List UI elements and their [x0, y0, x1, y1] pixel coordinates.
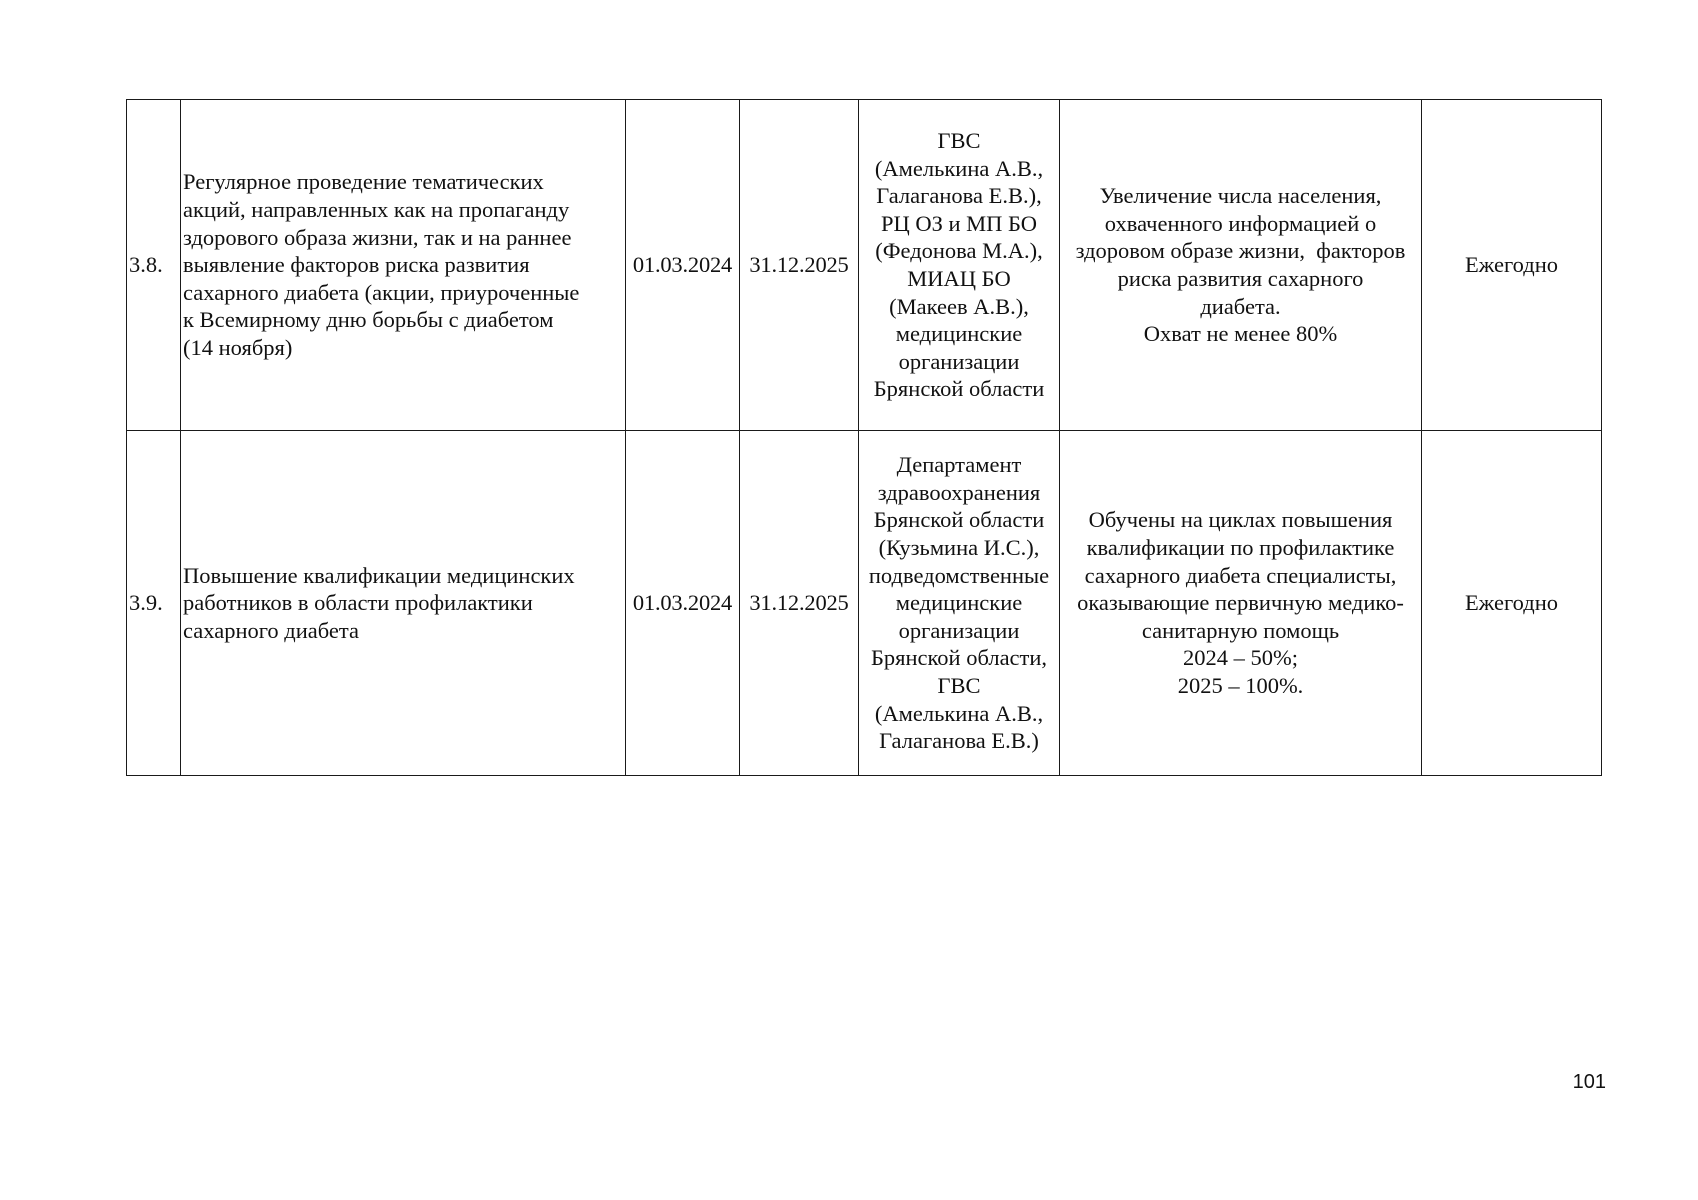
responsible-text-line: здравоохранения — [877, 479, 1041, 505]
activity-table — [126, 99, 1602, 776]
responsible-cell — [859, 431, 1060, 776]
result-text-line: Охват не менее 80% — [1143, 321, 1338, 347]
responsible-text-line: (Макеев А.В.), — [889, 293, 1029, 319]
event-text-line: акций, направленных как на пропаганду — [183, 197, 570, 223]
responsible-text-line: Галаганова Е.В.) — [879, 728, 1039, 754]
responsible-cell — [859, 100, 1060, 431]
event-text-line: сахарного диабета — [183, 617, 359, 643]
item-number-cell — [127, 100, 181, 431]
result-text-line: оказывающие первичную медико- — [1077, 590, 1404, 616]
responsible-text-line: (Амелькина А.В., — [874, 700, 1044, 726]
result-text-line: диабета. — [1200, 293, 1281, 319]
responsible-text-line: Департамент — [896, 452, 1022, 478]
event-text-line: здорового образа жизни, так и на раннее — [183, 224, 572, 250]
frequency-cell — [1422, 100, 1602, 431]
responsible-text-line: ГВС — [937, 128, 981, 154]
event-cell — [181, 431, 626, 776]
start-date: 01.03.2024 — [632, 252, 733, 278]
event-text-line: сахарного диабета (акции, приуроченные — [183, 279, 580, 305]
item-number: 3.9. — [129, 590, 163, 616]
result-text-line: сахарного диабета специалисты, — [1084, 562, 1397, 588]
event-text-line: (14 ноября) — [183, 334, 293, 360]
end-date-cell — [740, 100, 859, 431]
responsible-text-line: (Кузьмина И.С.), — [878, 535, 1040, 561]
start-date: 01.03.2024 — [632, 590, 733, 616]
end-date: 31.12.2025 — [749, 252, 849, 278]
responsible-text-line: Брянской области — [873, 507, 1045, 533]
item-number-cell — [127, 431, 181, 776]
page-number: 101 — [1572, 1071, 1606, 1093]
responsible-text-line: (Федонова М.А.), — [875, 238, 1043, 264]
frequency-cell — [1422, 431, 1602, 776]
result-text-line: квалификации по профилактике — [1086, 535, 1395, 561]
result-cell — [1060, 431, 1422, 776]
event-text-line: выявление факторов риска развития — [183, 252, 530, 278]
result-text-line: здоровом образе жизни, факторов — [1075, 238, 1406, 264]
responsible-text-line: Брянской области — [873, 376, 1045, 402]
end-date: 31.12.2025 — [749, 590, 849, 616]
result-text-line: охваченного информацией о — [1104, 210, 1377, 236]
responsible-text-line: медицинские — [895, 590, 1023, 616]
frequency: Ежегодно — [1465, 252, 1558, 278]
responsible-text-line: ГВС — [937, 672, 981, 698]
table-row — [127, 100, 1602, 431]
event-text-line: к Всемирному дню борьбы с диабетом — [183, 307, 554, 333]
start-date-cell — [626, 431, 740, 776]
table-row — [127, 431, 1602, 776]
responsible-text-line: (Амелькина А.В., — [874, 155, 1044, 181]
responsible-text-line: организации — [898, 617, 1020, 643]
result-text-line: 2025 – 100%. — [1177, 672, 1304, 698]
result-text-line: 2024 – 50%; — [1183, 645, 1298, 671]
result-text-line: Обучены на циклах повышения — [1088, 507, 1393, 533]
responsible-text-line: организации — [898, 348, 1020, 374]
responsible-text-line: подведомственные — [868, 562, 1050, 588]
end-date-cell — [740, 431, 859, 776]
result-text-line: риска развития сахарного — [1117, 266, 1364, 291]
item-number: 3.8. — [129, 252, 163, 278]
result-cell — [1060, 100, 1422, 431]
result-text-line: Увеличение числа населения, — [1099, 183, 1382, 209]
event-text-line: Регулярное проведение тематических — [183, 169, 544, 195]
event-text-line: работников в области профилактики — [183, 590, 533, 616]
responsible-text-line: медицинские — [895, 321, 1023, 347]
responsible-text-line: МИАЦ БО — [907, 266, 1011, 291]
frequency: Ежегодно — [1465, 590, 1558, 616]
event-text-line: Повышение квалификации медицинских — [183, 562, 575, 588]
result-text-line: санитарную помощь — [1141, 617, 1340, 643]
responsible-text-line: Брянской области, — [870, 645, 1048, 671]
responsible-text-line: Галаганова Е.В.), — [876, 183, 1042, 209]
responsible-text-line: РЦ ОЗ и МП БО — [880, 210, 1038, 236]
start-date-cell — [626, 100, 740, 431]
event-cell — [181, 100, 626, 431]
